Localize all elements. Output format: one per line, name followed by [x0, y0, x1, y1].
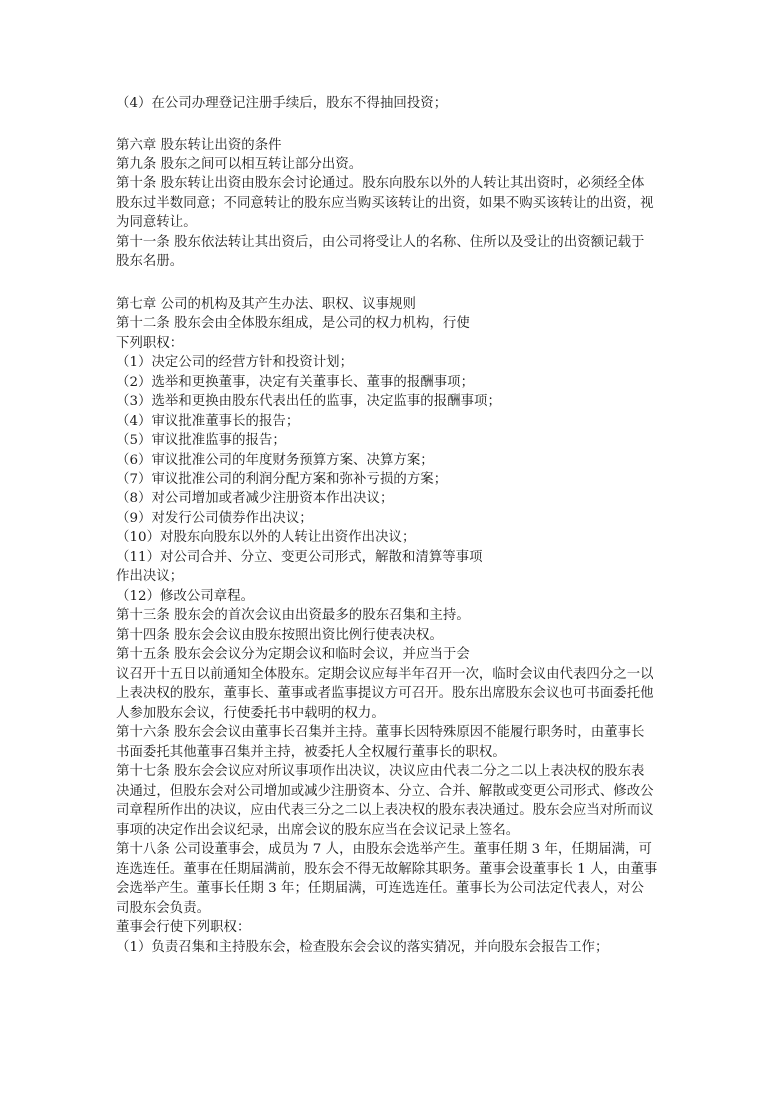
list-item: （4）审议批准董事长的报告；: [116, 414, 300, 429]
text-line: 决通过，但股东会对公司增加或减少注册资本、分立、合并、解散或变更公司形式、修改公: [116, 784, 654, 799]
text-line: 股东过半数同意；不同意转让的股东应当购买该转让的出资，如果不购买该转让的出资，视: [116, 196, 654, 211]
text-line: 会选举产生。董事长任期 3 年；任期届满，可连选连任。董事长为公司法定代表人，对公: [116, 881, 644, 896]
list-item: （1）负责召集和主持股东会，检查股东会会议的落实猜况，并向股东会报告工作；: [116, 940, 609, 955]
article-line: 第十八条 公司设董事会，成员为 7 人，由股东会选举产生。董事任期 3 年，任期届满，可: [116, 842, 652, 857]
list-item: （5）审议批准监事的报告；: [116, 433, 286, 448]
list-item: （9）对发行公司债券作出决议；: [116, 511, 313, 526]
article-line: 第十一条 股东依法转让其出资后，由公司将受让人的名称、住所以及受让的出资额记载于: [116, 235, 645, 250]
text-line: 连选连任。董事在任期届满前，股东会不得无故解除其职务。董事会设董事长 1 人，由董事: [116, 862, 658, 877]
article-line: 第十三条 股东会的首次会议由出资最多的股东召集和主持。: [116, 608, 470, 623]
list-item: （3）选举和更换由股东代表出任的监事，决定监事的报酬事项；: [116, 394, 501, 409]
text-line: 书面委托其他董事召集并主持，被委托人全权履行董事长的职权。: [116, 745, 506, 760]
article-line: 第十五条 股东会会议分为定期会议和临时会议，并应当于会: [116, 647, 470, 662]
list-item: （11）对公司合并、分立、变更公司形式，解散和清算等事项: [116, 550, 483, 565]
chapter-heading: 第七章 公司的机构及其产生办法、职权、议事规则: [116, 297, 416, 312]
article-line: 第十六条 股东会会议由董事长召集并主持。董事长因特殊原因不能履行职务时，由董事长: [116, 725, 645, 740]
text-line: 事项的决定作出会议纪录，出席会议的股东应当在会议记录上签名。: [116, 823, 520, 838]
list-item: （6）审议批准公司的年度财务预算方案、决算方案；: [116, 453, 434, 468]
text-line: 董事会行使下列职权：: [116, 920, 251, 935]
article-line: 第十二条 股东会由全体股东组成，是公司的权力机构，行使: [116, 316, 470, 331]
list-item: （12）修改公司章程。: [116, 589, 255, 604]
text-line: 议召开十五日以前通知全体股东。定期会议应每半年召开一次，临时会议由代表四分之一以: [116, 667, 654, 682]
text-line: 股东名册。: [116, 254, 184, 269]
article-line: 第十七条 股东会会议应对所议事项作出决议，决议应由代表二分之二以上表决权的股东表: [116, 764, 645, 779]
article-line: 第十四条 股东会会议由股东按照出资比例行使表决权。: [116, 628, 443, 643]
text-line: 作出决议；: [116, 569, 184, 584]
text-line: 人参加股东会议，行使委托书中载明的权力。: [116, 706, 385, 721]
chapter-heading: 第六章 股东转让出资的条件: [116, 138, 282, 153]
list-item: （10）对股东向股东以外的人转让出资作出决议；: [116, 530, 416, 545]
text-line: 为同意转让。: [116, 215, 197, 230]
text-line: 上表决权的股东，董事长、董事或者监事提议方可召开。股东出席股东会议也可书面委托他: [116, 686, 654, 701]
text-line: 司章程所作出的决议，应由代表三分之二以上表决权的股东表决通过。股东会应当对所而议: [116, 803, 654, 818]
list-item: （2）选举和更换董事，决定有关董事长、董事的报酬事项；: [116, 375, 475, 390]
article-line: 第九条 股东之间可以相互转让部分出资。: [116, 157, 363, 172]
text-line: （4）在公司办理登记注册手续后，股东不得抽回投资；: [116, 96, 448, 111]
list-item: （7）审议批准公司的利润分配方案和弥补亏损的方案；: [116, 472, 448, 487]
list-item: （1）决定公司的经营方针和投资计划；: [116, 355, 354, 370]
text-line: 司股东会负责。: [116, 901, 211, 916]
text-line: 下列职权：: [116, 336, 184, 351]
article-line: 第十条 股东转让出资由股东会讨论通过。股东向股东以外的人转让其出资时，必须经全体: [116, 176, 645, 191]
list-item: （8）对公司增加或者减少注册资本作出决议；: [116, 491, 394, 506]
